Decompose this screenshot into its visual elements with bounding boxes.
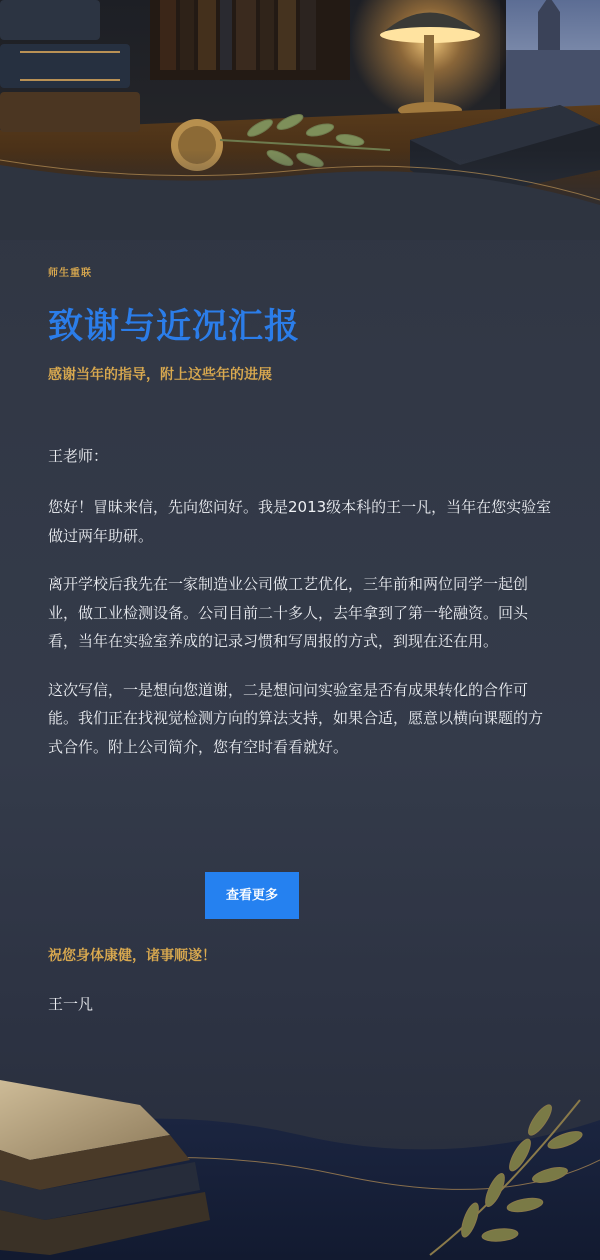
closing-wishes: 祝您身体康健，诸事顺遂！: [48, 948, 216, 964]
view-more-button[interactable]: 查看更多: [205, 872, 299, 919]
paragraph-purpose: 这次写信，一是想向您道谢，二是想问问实验室是否有成果转化的合作可能。我们正在找视觉检测方向的算法支持，如果合适，愿意以横向课题的方式合作。附上公司简介，您有空时看看就好。: [48, 680, 544, 756]
signature: 王一凡: [48, 995, 94, 1013]
footer-image: [0, 1080, 600, 1260]
email-body: [48, 265, 552, 761]
header-image: [0, 0, 600, 240]
paragraph-greeting: 您好！冒昧来信，先向您问好。我是2013级本科的王一凡，当年在您实验室做过两年助研。: [48, 498, 552, 545]
papers-laurel-illustration: [0, 1080, 600, 1260]
cta-container: [205, 872, 299, 919]
eyebrow-label: 师生重联: [48, 268, 92, 279]
paragraph-career: 离开学校后我先在一家制造业公司做工艺优化，三年前和两位同学一起创业，做工业检测设备。公司目前二十多人，去年拿到了第一轮融资。回头看，当年在实验室养成的记录习惯和写周报的方式，到现在还在用。: [48, 575, 529, 650]
page-title: 致谢与近况汇报: [48, 307, 301, 347]
study-desk-illustration: [0, 0, 600, 240]
salutation: 王老师：: [48, 447, 109, 465]
page-subtitle: 感谢当年的指导，附上这些年的进展: [48, 367, 272, 383]
